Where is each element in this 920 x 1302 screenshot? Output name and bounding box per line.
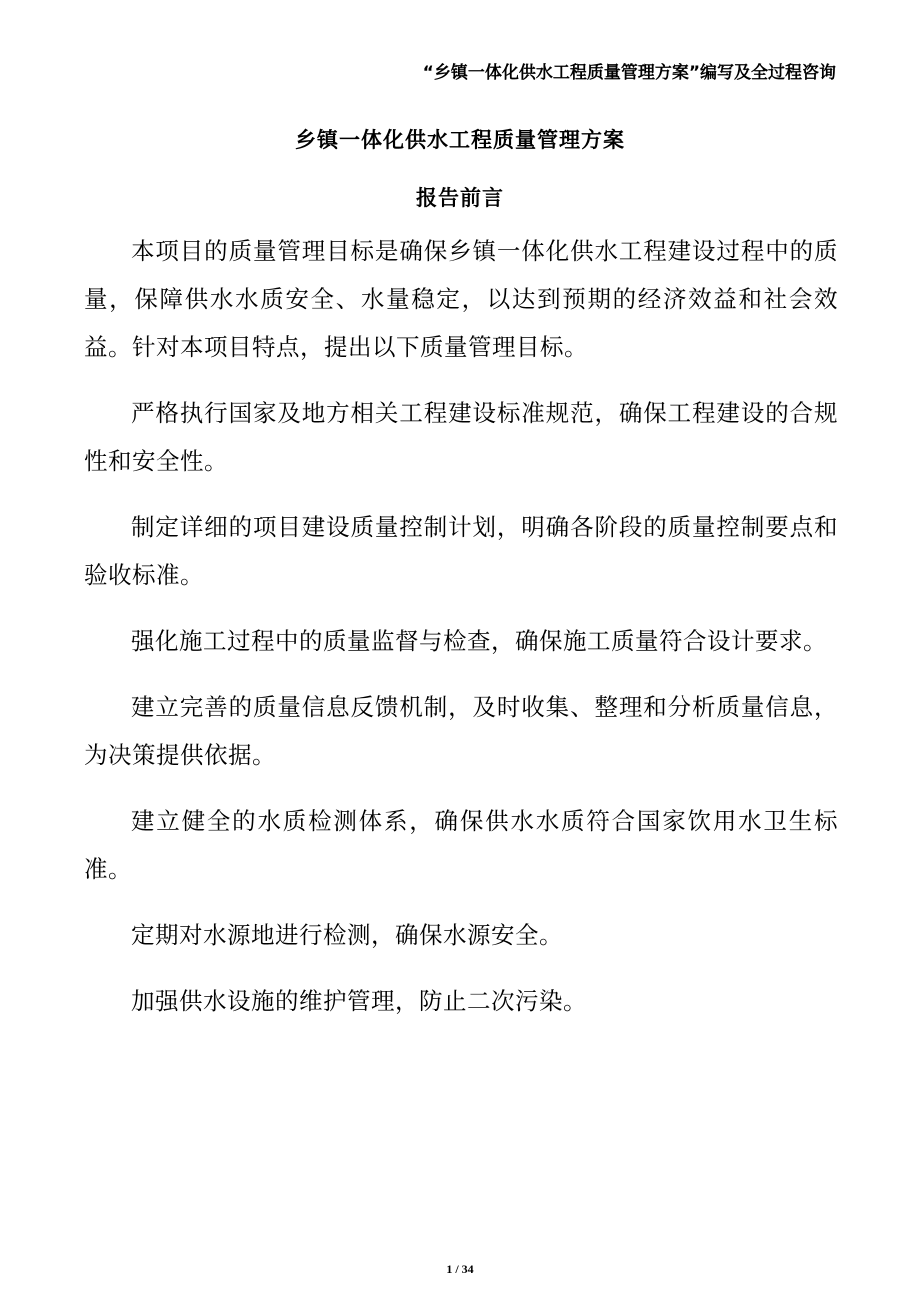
- paragraph: 建立完善的质量信息反馈机制，及时收集、整理和分析质量信息，为决策提供依据。: [84, 693, 838, 769]
- section-heading: 报告前言: [416, 186, 504, 210]
- page-number: 1 / 34: [446, 1262, 474, 1276]
- paragraph: 加强供水设施的维护管理，防止二次污染。: [131, 987, 587, 1015]
- paragraph: 制定详细的项目建设质量控制计划，明确各阶段的质量控制要点和验收标准。: [84, 513, 838, 589]
- paragraph: 本项目的质量管理目标是确保乡镇一体化供水工程建设过程中的质量，保障供水水质安全、水量稳定，以达到预期的经济效益和社会效益。针对本项目特点，提出以下质量管理目标。: [84, 237, 838, 361]
- running-header: “乡镇一体化供水工程质量管理方案”编写及全过程咨询: [422, 63, 836, 83]
- paragraph: 严格执行国家及地方相关工程建设标准规范，确保工程建设的合规性和安全性。: [84, 399, 838, 475]
- paragraph: 强化施工过程中的质量监督与检查，确保施工质量符合设计要求。: [131, 627, 827, 655]
- document-title: 乡镇一体化供水工程质量管理方案: [295, 128, 625, 152]
- paragraph: 定期对水源地进行检测，确保水源安全。: [131, 921, 563, 949]
- paragraph: 建立健全的水质检测体系，确保供水水质符合国家饮用水卫生标准。: [84, 807, 838, 883]
- document-body: [84, 227, 838, 1043]
